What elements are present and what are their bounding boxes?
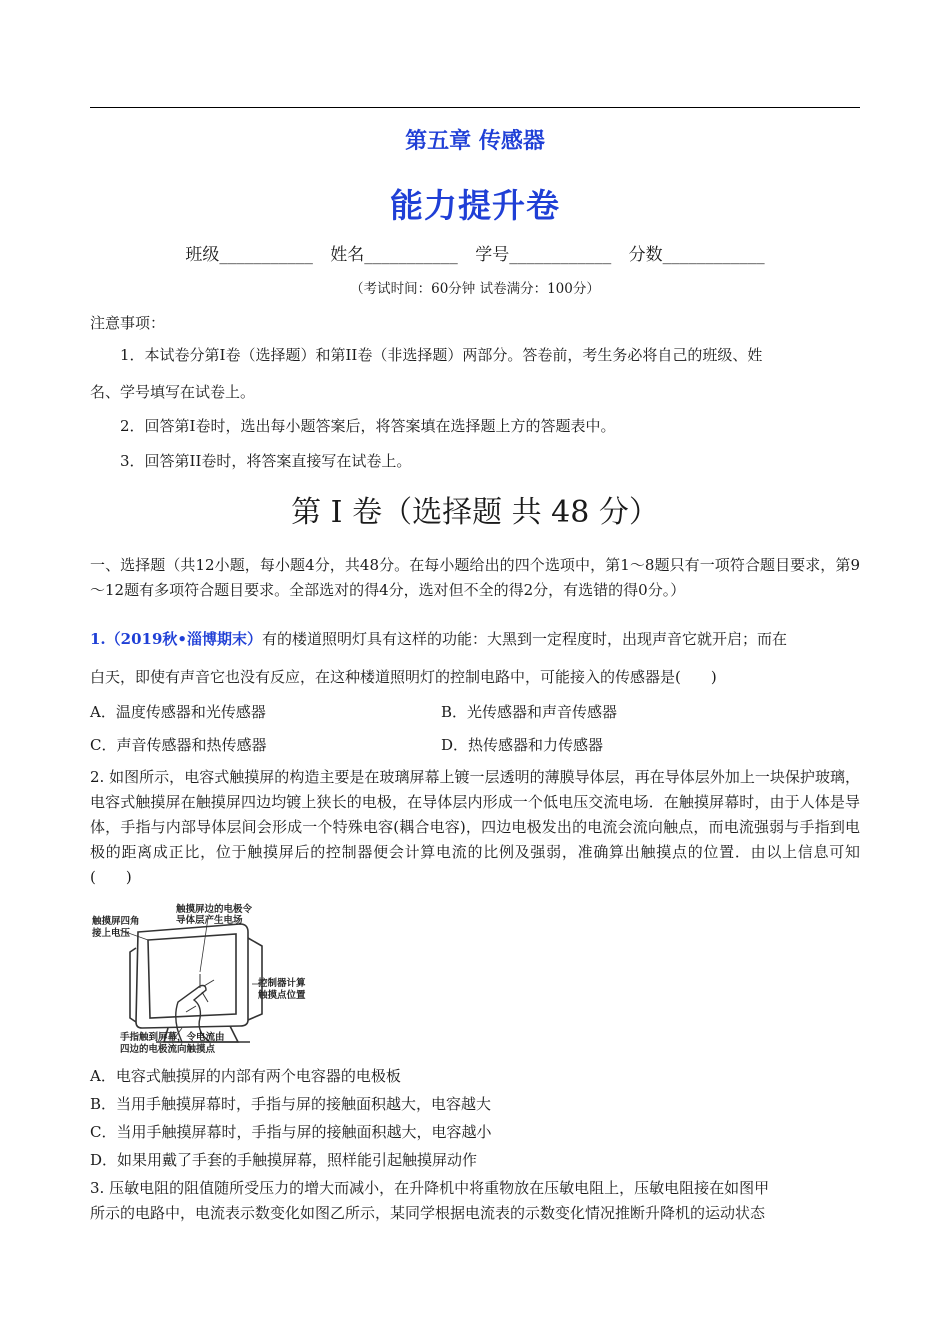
section-instructions: 一、选择题（共12小题，每小题4分，共48分。在每小题给出的四个选项中，第1～8题只有一项符合题目要求，第9～12题有多项符合题目要求。全部选对的得4分，选对但不全的得2分，有选错的得0分。）: [90, 556, 860, 599]
question-2-stem: 2. 如图所示，电容式触摸屏的构造主要是在玻璃屏幕上镀一层透明的薄膜导体层，再在导体层外加上一块保护玻璃，电容式触摸屏在触摸屏四边均镀上狭长的电极，在导体层内形成一个低电压交流电场．在触摸屏幕时，由于人体是导体，手指与内部导体层间会形成一个特殊电容(耦合电容)，四边电极发出的电流会流向触点，而电流强弱与手指到电极的距离成正比，位于触摸屏后的控制器便会计算电流的比例及强弱，准确算出触摸点的位置．由以上信息可知( ): [90, 768, 860, 886]
student-info-fields: [0, 240, 950, 265]
question-1-option-c[interactable]: C．声音传感器和热传感器: [90, 736, 267, 754]
note-item-2: 2．回答第I卷时，选出每小题答案后，将答案填在选择题上方的答题表中。: [120, 417, 616, 435]
question-1-line-1: [90, 627, 787, 652]
notes-heading: 注意事项：: [90, 314, 166, 332]
question-1-option-b[interactable]: B．光传感器和声音传感器: [441, 703, 618, 721]
figure-label-corners-1: 触摸屏四角: [92, 916, 140, 927]
student-id-field[interactable]: 学号____________: [475, 245, 612, 265]
touchscreen-figure: [90, 902, 315, 1062]
question-1-option-d[interactable]: D．热传感器和力传感器: [441, 736, 604, 754]
note-item-1-line-1: 1．本试卷分第I卷（选择题）和第II卷（非选择题）两部分。答卷前，考生务必将自己的班级、姓: [120, 346, 763, 364]
paper-title: 能力提升卷: [390, 186, 560, 225]
monitor-screen-icon: [148, 934, 236, 1018]
question-1-number: 1.: [90, 630, 106, 648]
chapter-title: 第五章 传感器: [405, 129, 545, 154]
section-title: 第 I 卷（选择题 共 48 分）: [291, 495, 659, 530]
question-3-line-1: 3. 压敏电阻的阻值随所受压力的增大而减小，在升降机中将重物放在压敏电阻上，压敏电阻接在如图甲: [90, 1179, 770, 1197]
figure-label-controller-1: 控制器计算: [258, 978, 306, 989]
figure-label-electrode-2: 导体层产生电场: [176, 915, 243, 926]
question-1-option-a[interactable]: A．温度传感器和光传感器: [90, 703, 266, 721]
figure-label-finger-1: 手指触到屏幕，令电流由: [120, 1032, 225, 1043]
question-1-source: （2019秋•淄博期末）: [105, 630, 263, 648]
name-field[interactable]: 姓名___________: [330, 245, 458, 265]
question-2-option-a[interactable]: A．电容式触摸屏的内部有两个电容器的电极板: [90, 1067, 401, 1085]
note-item-3: 3．回答第II卷时，将答案直接写在试卷上。: [120, 452, 412, 470]
class-field[interactable]: 班级___________: [185, 245, 313, 265]
question-2-option-b[interactable]: B．当用手触摸屏幕时，手指与屏的接触面积越大，电容越大: [90, 1095, 492, 1113]
note-item-1-line-2: 名、学号填写在试卷上。: [90, 383, 256, 401]
question-1-stem-1: 有的楼道照明灯具有这样的功能：大黑到一定程度时，出现声音它就开启；而在: [262, 630, 788, 648]
figure-label-corners-2: 接上电压: [92, 928, 131, 939]
exam-info: （考试时间：60分钟 试卷满分：100分）: [350, 281, 600, 297]
figure-label-finger-2: 四边的电极流向触摸点: [120, 1044, 216, 1055]
question-2-option-d[interactable]: D．如果用戴了手套的手触摸屏幕，照样能引起触摸屏动作: [90, 1151, 478, 1169]
question-2-option-c[interactable]: C．当用手触摸屏幕时，手指与屏的接触面积越大，电容越小: [90, 1123, 492, 1141]
figure-label-controller-2: 触摸点位置: [258, 990, 306, 1001]
score-field[interactable]: 分数____________: [628, 245, 765, 265]
header-rule: [90, 107, 860, 108]
figure-label-electrode-1: 触摸屏边的电极令: [176, 904, 253, 915]
question-1-line-2: 白天，即使有声音它也没有反应，在这种楼道照明灯的控制电路中，可能接入的传感器是( ): [90, 668, 717, 686]
question-3-line-2: 所示的电路中，电流表示数变化如图乙所示，某同学根据电流表的示数变化情况推断升降机的运动状态: [90, 1204, 766, 1222]
